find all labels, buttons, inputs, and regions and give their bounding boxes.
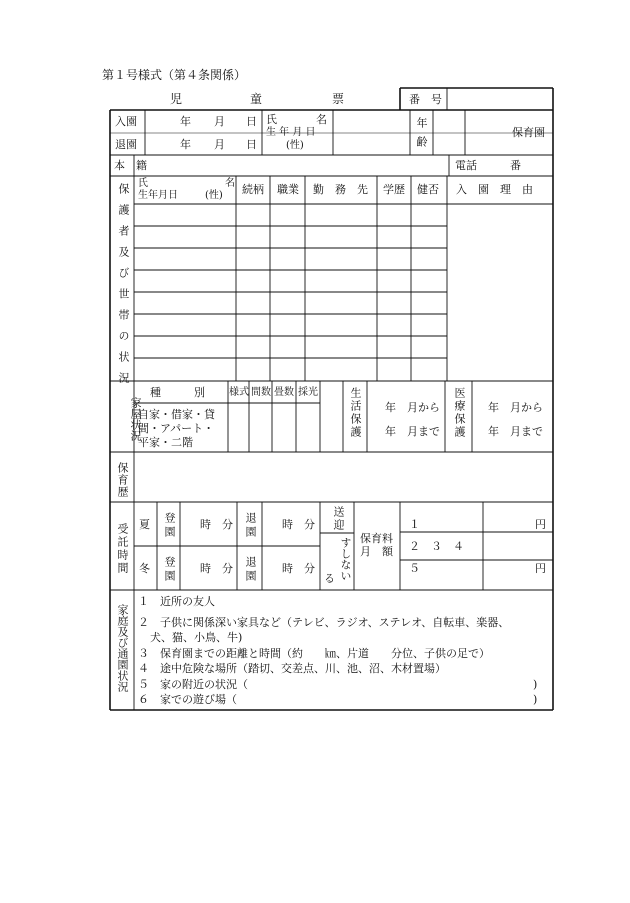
route-item-3: ３ 保育園までの距離と時間（約 ㎞、片道 分位、子供の足で） [138, 647, 490, 660]
title-char-2: 童 [250, 92, 263, 106]
care-time-label: 受託時間 [116, 523, 129, 575]
health-header: 健否 [417, 183, 439, 196]
guardian-birth-label: 生年月日 [138, 190, 178, 201]
entry-year: 年 [180, 115, 191, 128]
house-options-line-3: 平家・二階 [138, 436, 193, 449]
child-name-label-2: 名 [316, 113, 327, 126]
phone-label: 電話 番 [455, 159, 521, 172]
fee-yen-2: 円 [535, 562, 546, 575]
title-char-1: 児 [170, 92, 183, 106]
winter-leave-time: 時 分 [282, 562, 315, 575]
education-header: 学歴 [383, 183, 405, 196]
route-item-6-close: ) [533, 693, 538, 706]
route-item-2: ２ 子供に関係深い家具など（テレビ、ラジオ、ステレオ、自転車、楽器、 [138, 616, 510, 629]
route-item-1: １ 近所の友人 [138, 595, 215, 608]
fee-yen-1: 円 [535, 518, 546, 531]
exit-month: 月 [214, 138, 225, 151]
pickup-option-do: る [324, 572, 335, 585]
route-item-6: ６ 家での遊び場（ [138, 693, 237, 706]
title-char-3: 票 [332, 92, 345, 106]
house-col-tatami: 畳数 [274, 387, 294, 398]
winter-arrive-time: 時 分 [200, 562, 233, 575]
reason-header: 入 園 理 由 [456, 183, 533, 196]
summer-arrive-label: 登園 [163, 512, 176, 540]
medical-label: 医療保護 [453, 387, 466, 439]
exit-day: 日 [246, 138, 257, 151]
entry-label: 入園 [115, 115, 137, 128]
form-number-header: 第１号様式（第４条関係） [102, 68, 247, 82]
medical-from: 年 月から [488, 401, 543, 414]
child-name-label-1: 氏 [266, 113, 277, 126]
medical-to: 年 月まで [488, 425, 543, 438]
guardian-name-label-1: 氏 [138, 178, 148, 189]
summer-arrive-time: 時 分 [200, 518, 233, 531]
fee-option-234: ２ ３ ４ [409, 540, 464, 553]
exit-year: 年 [180, 138, 191, 151]
welfare-label: 生活保護 [349, 387, 362, 439]
entry-day: 日 [246, 115, 257, 128]
number-label: 番 号 [409, 93, 442, 106]
summer-leave-label: 退園 [244, 512, 257, 540]
route-section-label: 家庭及び通園状況 [116, 604, 129, 692]
winter-label: 冬 [139, 562, 150, 575]
relation-header: 続柄 [242, 183, 264, 196]
route-item-4: ４ 途中危険な場所（踏切、交差点、川、池、沼、木材置場） [138, 662, 446, 675]
route-item-5: ５ 家の附近の状況（ [138, 678, 248, 691]
child-sex-label: (性) [286, 140, 304, 151]
winter-arrive-label: 登園 [163, 556, 176, 584]
guardian-sex-label: (性) [205, 190, 223, 201]
house-col-style: 様式 [229, 387, 249, 398]
child-birth-label: 生 年 月 日 [266, 127, 316, 138]
house-col-rooms: 間数 [251, 387, 271, 398]
welfare-from: 年 月から [385, 401, 440, 414]
history-label: 保育歴 [116, 462, 129, 498]
pickup-option-not: すしない [339, 537, 352, 581]
route-item-5-close: ) [533, 678, 538, 691]
job-header: 職業 [277, 183, 299, 196]
summer-label: 夏 [139, 518, 150, 531]
route-item-2-cont: 犬、猫、小鳥、牛) [150, 631, 243, 644]
house-col-light: 採光 [298, 387, 318, 398]
fee-option-1: １ [409, 518, 420, 531]
fee-label: 保育料月 額 [360, 532, 393, 558]
age-label: 年齢 [415, 117, 428, 155]
domicile-label: 本 籍 [114, 159, 147, 172]
exit-label: 退園 [115, 138, 137, 151]
guardian-name-label-2: 名 [225, 178, 235, 189]
nursery-label: 保育園 [512, 126, 545, 139]
fee-option-5: ５ [409, 562, 420, 575]
house-options-line-2: 間・アパート・ [138, 422, 215, 435]
house-kind-header: 種 別 [150, 386, 205, 399]
summer-leave-time: 時 分 [282, 518, 315, 531]
welfare-to: 年 月まで [385, 425, 440, 438]
house-options-line-1: 自家・借家・貸 [138, 408, 215, 421]
pickup-label: 送迎 [332, 506, 345, 532]
house-section-label: 家屋状況 [129, 397, 142, 441]
workplace-header: 勤 務 先 [313, 183, 368, 196]
winter-leave-label: 退園 [244, 556, 257, 584]
entry-month: 月 [214, 115, 225, 128]
guardian-section-label: 保護者及び世帯の状況 [117, 183, 130, 393]
